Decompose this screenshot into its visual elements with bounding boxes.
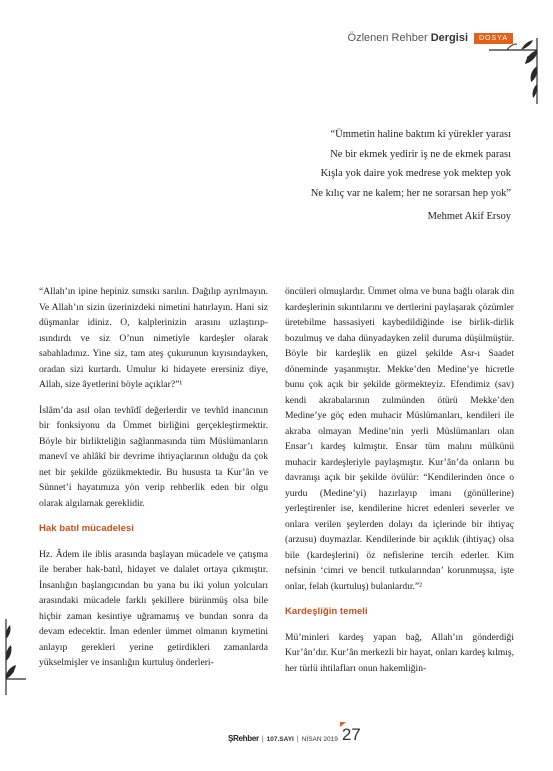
poem-quote: [211, 125, 511, 203]
footer-issue: 107.SAYI: [266, 736, 294, 743]
section-heading: Kardeşliğin temeli: [285, 606, 368, 617]
corner-ornament-bottom-left: [2, 617, 28, 697]
footer-separator: |: [261, 736, 264, 743]
body-paragraph: Mü’minleri kardeş yapan bağ, Allah’ın gönderdiği Kur’ân’dır. Kur’ân merkezli bir hayat, onları kardeş kılmış, her türlü ihtilafları onun hakemliğin-: [285, 631, 514, 674]
section-heading: Hak batıl mücadelesi: [39, 523, 134, 534]
footer-brand: ŞRehber: [228, 734, 259, 743]
body-paragraph: İslâm’da asıl olan tevhîdî değerlerdir ve tevhîd inancının bir fonksiyonu da Ümmet birliğini gerçekleştirmektir. Böyle bir birlikteliğin sağlanmasında tüm Müslümanların manevî ve ahlâkî bir devrime ihtiyaçlarının olduğu da çok net bir şekilde gözükmektedir. Bu hususta ta Kur’ân ve Sünnet’i hayatımıza yön verip rehberlik eden bir olgu olarak algılamak gereklidir.: [39, 404, 268, 509]
poem-line: “Ümmetin haline baktım ki yürekler yarası: [330, 129, 511, 140]
body-paragraph: “Allah’ın ipine hepiniz sımsıkı sarılın. Dağılıp ayrılmayın. Ve Allah’ın sizin üzerinizdeki nimetini hatırlayın. Hani siz düşmanlar idiniz. O, kalplerinizin arasını uzlaştırıp-ısındırdı ve siz O’nun nimetiyle kardeşler olarak sabahladınız. Yine siz, tam ateş çukurunun kıyısındayken, oradan sizi kurtardı. Umulur ki hidayete erersiniz diye, Allah, size âyetlerini böyle açıklar?”¹: [39, 286, 268, 390]
body-paragraph: Hz. Âdem ile iblis arasında başlayan mücadele ve çatışma ile beraber hak-batıl, hidayet ve dalalet ortaya çıkmıştır. İnsanlığın başlangıcından bu yana bu iki yolun yolcuları arasındaki mücadele farklı şekillere bürünmüş olsa bile hiçbir zaman kesintiye uğramamış ve bundan sonra da devam edecektir. İman edenler ümmet olmanın kıymetini anlayıp gerekleri yerine getirdikleri zamanlarda yükselmişler ve insanlığın kurtuluş önderleri-: [39, 548, 268, 668]
poem-line: Ne kılıç var ne kalem; her ne sorarsan hep yok”: [310, 187, 511, 199]
body-paragraph: öncüleri olmuşlardır. Ümmet olma ve buna bağlı olarak din kardeşlerinin sıkıntılarını ve dertlerini paylaşarak çözümler üretebilme hassasiyeti kaybedildiğinde ise birlik-dirlik bozulmuş ve daha dünyadayken zelil duruma düşülmüştür. Böyle bir kardeşlik en güzel şekilde Asr-ı Saadet döneminde yaşanmıştır. Mekke’den Medine’ye hicretle bunu çok açık bir şekilde görmekteyiz. Efendimiz (sav) kendi akrabalarının zulmünden ötürü Mekke’den Medine’ye göç eden muhacir Müslümanları, kendileri ile akraba olmayan Medine’nin yerli Müslümanları olan Ensar’ı kardeş kılmıştır. Ensar tüm malını mülkünü muhacir kardeşleriyle paylaşmıştır. Kur’ân’da onların bu davranışı açık bir şekilde övülür: “Kendilerinden önce o yurdu (Medine’yi) hazırlayıp imanı (gönüllerine) yerleştirenler ise, kendilerine hicret edenleri severler ve onlara verilen şeylerden dolayı da içlerinde bir ihtiyaç (arzusu) duymazlar. Kendilerinde bir açıklık (ihtiyaç) olsa bile (kardeşlerini) öz nefislerine tercih ederler. Kim nefsinin ‘cimri ve bencil tutkularından’ korunmuşsa, işte onlar, felah (kurtuluş) bulanlardır.”²: [285, 286, 514, 592]
left-column: [39, 284, 268, 681]
corner-ornament-top-right: [487, 36, 539, 106]
magazine-title: Özlenen Rehber Dergisi: [347, 32, 468, 44]
poem-line: Kışla yok daire yok medrese yok mektep yok: [320, 168, 511, 179]
footer-separator: |: [296, 736, 299, 743]
poem-line: Ne bir ekmek yedirir iş ne de ekmek parası: [330, 148, 511, 160]
page-number-tick-icon: [340, 722, 346, 727]
right-column: [285, 284, 514, 686]
poem-author: Mehmet Akif Ersoy: [427, 211, 511, 222]
section-badge: DOSYA: [474, 33, 513, 44]
page-footer: [228, 726, 361, 743]
footer-date: NİSAN 2019: [301, 736, 338, 743]
page-number: 27: [342, 726, 361, 743]
